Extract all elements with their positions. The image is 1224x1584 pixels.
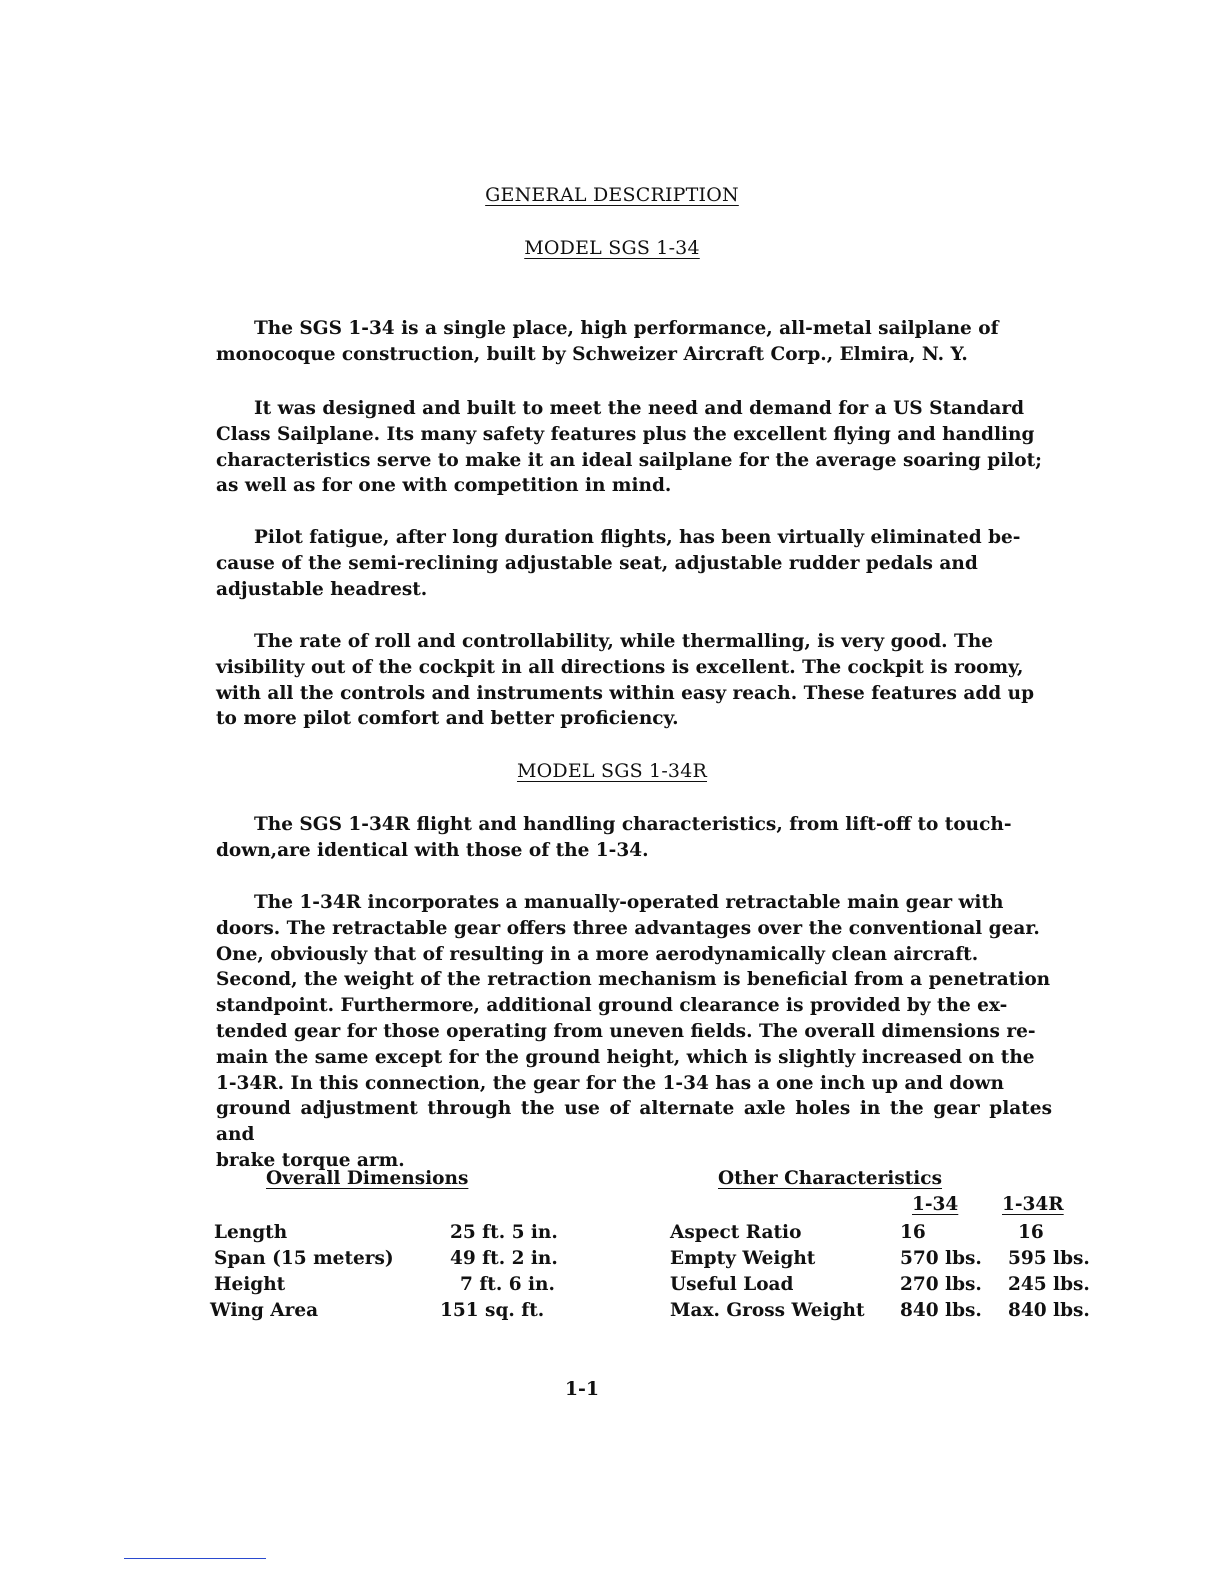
paragraph-line: Class Sailplane. Its many safety features plus the excellent flying and handling [216, 423, 1035, 445]
dimension-value: 7 ft. 6 in. [460, 1274, 555, 1295]
column-header-134r: 1-34R [1002, 1194, 1064, 1215]
characteristic-label: Max. Gross Weight [670, 1300, 865, 1321]
model-sgs-134r-heading [0, 760, 1224, 782]
characteristic-value-134r: 840 lbs. [1008, 1300, 1090, 1321]
dimension-value: 25 ft. 5 in. [450, 1222, 558, 1243]
paragraph-line: brake torque arm. [216, 1149, 405, 1171]
paragraph-intro [216, 316, 1052, 368]
other-characteristics-title: Other Characteristics [718, 1168, 942, 1189]
paragraph-line: to more pilot comfort and better proficiency. [216, 708, 679, 730]
paragraph-line: monocoque construction, built by Schweizer Aircraft Corp., Elmira, N. Y. [216, 343, 968, 365]
characteristic-value-134r: 16 [1018, 1222, 1044, 1243]
paragraph-line: adjustable headrest. [216, 578, 428, 600]
dimension-label: Wing Area [210, 1300, 319, 1321]
characteristic-value-134: 16 [900, 1222, 926, 1243]
paragraph-line: The 1-34R incorporates a manually-operated retractable main gear with [254, 892, 1004, 913]
paragraph-line: main the same except for the ground height, which is slightly increased on the [216, 1046, 1035, 1068]
paragraph-design [216, 396, 1052, 499]
dimension-value: 49 ft. 2 in. [450, 1248, 558, 1269]
paragraph-line: with all the controls and instruments within easy reach. These features add up [216, 682, 1035, 704]
page-number: 1-1 [564, 1378, 600, 1400]
paragraph-line: The rate of roll and controllability, while thermalling, is very good. The [254, 631, 994, 652]
paragraph-line: 1-34R. In this connection, the gear for the 1-34 has a one inch up and down [216, 1072, 1004, 1094]
model-sgs-134-heading-text: MODEL SGS 1-34 [524, 237, 700, 259]
paragraph-line: The SGS 1-34 is a single place, high performance, all-metal sailplane of [254, 318, 999, 339]
paragraph-retractable-gear [216, 890, 1052, 1174]
paragraph-line: doors. The retractable gear offers three advantages over the conventional gear. [216, 917, 1040, 939]
characteristic-label: Aspect Ratio [670, 1222, 802, 1243]
paragraph-line: The SGS 1-34R flight and handling characteristics, from lift-off to touch- [254, 814, 1012, 835]
paragraph-line: as well as for one with competition in mind. [216, 475, 672, 497]
model-sgs-134r-heading-text: MODEL SGS 1-34R [516, 760, 708, 782]
general-description-heading [0, 184, 1224, 206]
paragraph-134r-handling [216, 812, 1052, 864]
paragraph-line: cause of the semi-reclining adjustable seat, adjustable rudder pedals and [216, 552, 978, 574]
paragraph-line: ground adjustment through the use of alternate axle holes in the gear plates and [216, 1098, 1052, 1146]
specifications-tables [210, 1168, 1100, 1328]
characteristic-label: Empty Weight [670, 1248, 816, 1269]
dimension-label: Span (15 meters) [214, 1248, 394, 1269]
paragraph-line: down,are identical with those of the 1-34. [216, 839, 649, 861]
general-description-heading-text: GENERAL DESCRIPTION [485, 184, 739, 206]
paragraph-line: Pilot fatigue, after long duration flights, has been virtually eliminated be- [254, 527, 1021, 548]
characteristic-value-134r: 595 lbs. [1008, 1248, 1090, 1269]
paragraph-line: characteristics serve to make it an ideal sailplane for the average soaring pilot; [216, 449, 1042, 471]
dimension-label: Length [214, 1222, 288, 1243]
overall-dimensions-title: Overall Dimensions [266, 1168, 469, 1189]
dimension-value: 151 sq. ft. [440, 1300, 545, 1321]
characteristic-value-134r: 245 lbs. [1008, 1274, 1090, 1295]
characteristic-label: Useful Load [670, 1274, 794, 1295]
characteristic-value-134: 270 lbs. [900, 1274, 982, 1295]
footnote-rule [124, 1558, 266, 1559]
paragraph-line: One, obviously that of resulting in a more aerodynamically clean aircraft. [216, 943, 979, 965]
paragraph-line: tended gear for those operating from uneven fields. The overall dimensions re- [216, 1020, 1036, 1042]
characteristic-value-134: 840 lbs. [900, 1300, 982, 1321]
paragraph-pilot-fatigue [216, 525, 1052, 602]
model-sgs-134-heading [0, 237, 1224, 259]
characteristic-value-134: 570 lbs. [900, 1248, 982, 1269]
paragraph-line: standpoint. Furthermore, additional ground clearance is provided by the ex- [216, 995, 1008, 1017]
column-header-134: 1-34 [912, 1194, 959, 1215]
paragraph-roll-rate [216, 629, 1052, 732]
paragraph-line: It was designed and built to meet the need and demand for a US Standard [254, 398, 1025, 419]
dimension-label: Height [214, 1274, 286, 1295]
paragraph-line: Second, the weight of the retraction mechanism is beneficial from a penetration [216, 969, 1051, 991]
paragraph-line: visibility out of the cockpit in all directions is excellent. The cockpit is roomy, [216, 656, 1024, 678]
